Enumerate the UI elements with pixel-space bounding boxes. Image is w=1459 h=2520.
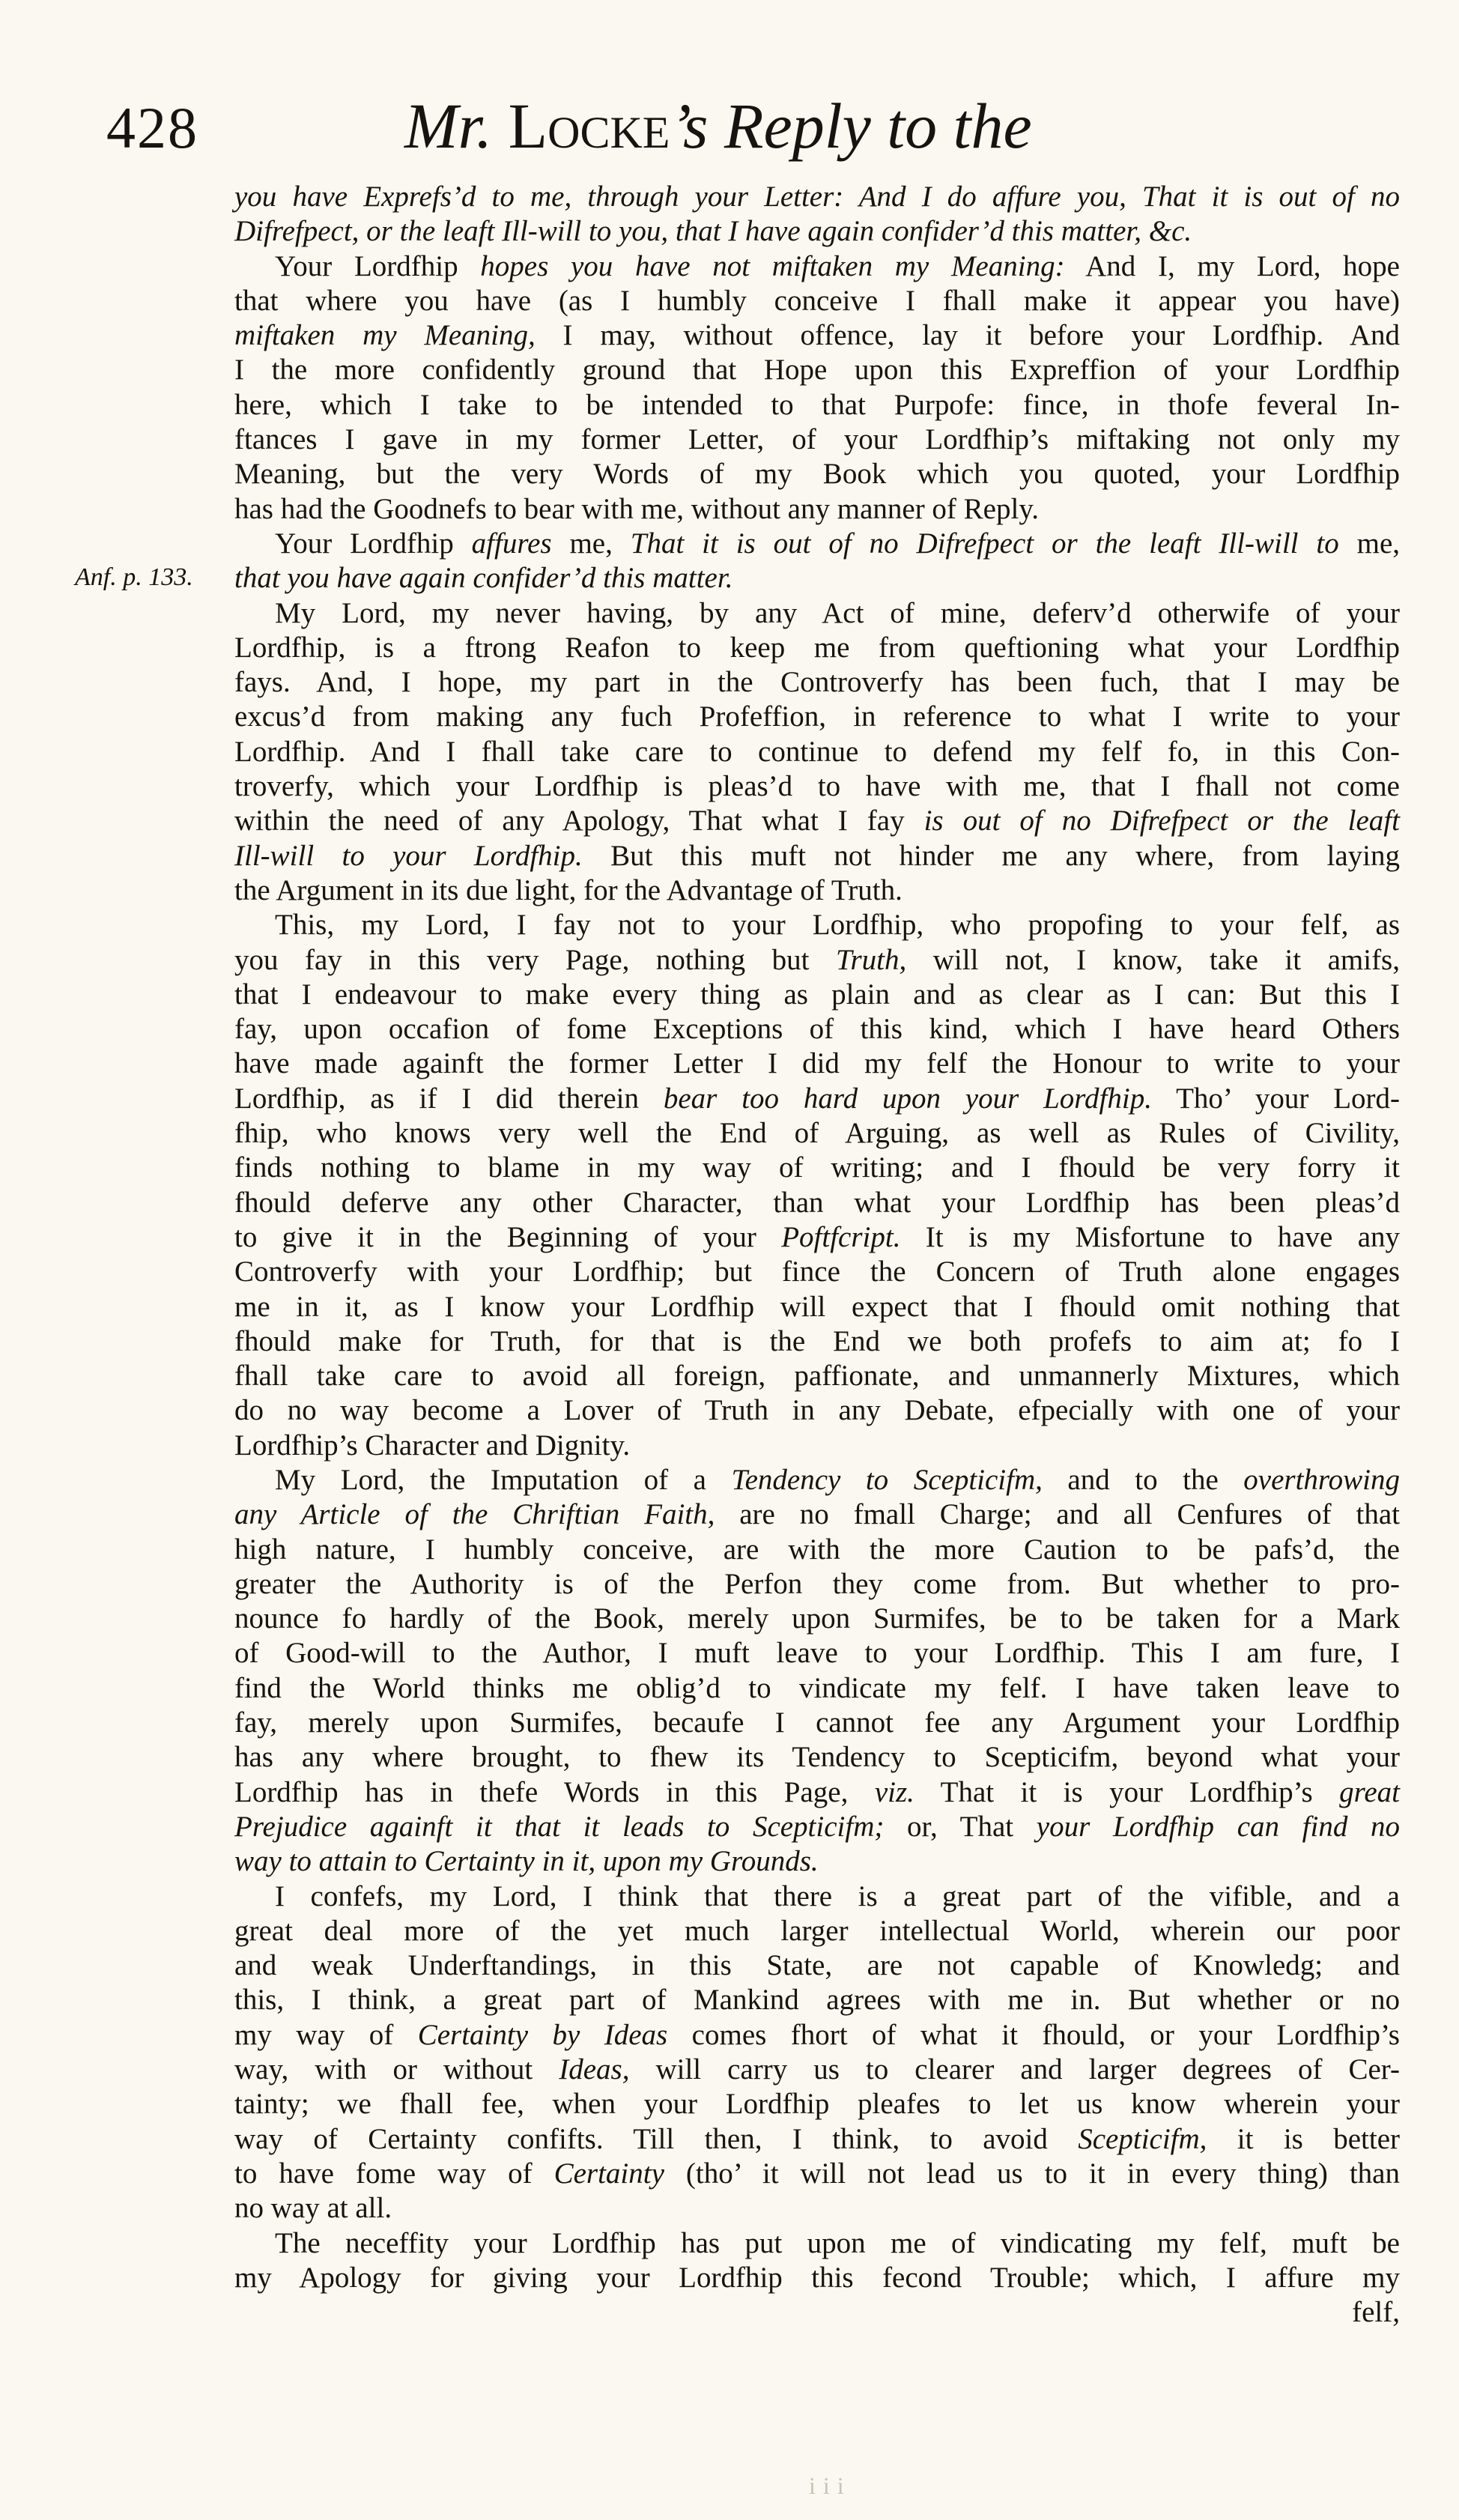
roman-text: Your Lordfhip [275, 527, 472, 560]
roman-text: My Lord, my never having, by any Act of mine, deferv’d otherwife of your [275, 596, 1400, 629]
italic-text: overthrowing [1243, 1463, 1400, 1496]
title-mr: Mr. [404, 90, 493, 162]
roman-text: fhould deferve any other Character, than what your Lordfhip has been pleas’d [234, 1186, 1400, 1219]
text-line [234, 561, 1400, 596]
roman-text: the Argument in its due light, for the Advantage of Truth. [234, 873, 903, 906]
roman-text: Your Lordfhip [275, 249, 481, 282]
text-line [234, 1359, 1400, 1393]
text-line [234, 284, 1400, 318]
text-line [234, 1671, 1400, 1706]
text-line [234, 2087, 1400, 2121]
text-line [234, 1880, 1400, 1914]
italic-text: way to attain to Certainty in it, upon my Grounds. [234, 1845, 819, 1878]
roman-text: I may, without offence, lay it before your Lordfhip. And [535, 319, 1400, 352]
roman-text: ftances I gave in my former Letter, of your Lordfhip’s miftaking not only my [234, 423, 1400, 456]
text-line [234, 2053, 1400, 2087]
running-title [404, 88, 1032, 163]
roman-text: high nature, I humbly conceive, are with the more Caution to be pafs’d, the [234, 1533, 1400, 1566]
roman-text: tainty; we fhall fee, when your Lordfhip pleafes to let us know wherein your [234, 2088, 1400, 2121]
roman-text: way, with or without [234, 2053, 559, 2086]
roman-text: nounce fo hardly of the Book, merely upon Surmifes, be to be taken for a Mark [234, 1602, 1400, 1635]
text-line [234, 1393, 1400, 1428]
roman-text: no way at all. [234, 2192, 392, 2225]
text-line [234, 1220, 1400, 1255]
text-line [234, 735, 1400, 769]
roman-text: Lordfhip has in thefe Words in this Page, [234, 1775, 875, 1808]
text-line [234, 1324, 1400, 1359]
roman-text: to give it in the Beginning of your [234, 1220, 782, 1253]
roman-text: and to the [1042, 1463, 1244, 1496]
text-line [234, 492, 1400, 527]
title-rest: Reply to the [724, 90, 1032, 162]
roman-text: fhall take care to avoid all foreign, paffionate, and unmannerly Mixtures, which [234, 1360, 1400, 1393]
margin-note: Anf. p. 133. [75, 563, 193, 591]
roman-text: my way of [234, 2018, 418, 2051]
italic-text: Tendency to Scepticifm, [731, 1463, 1043, 1496]
italic-text: miftaken my Meaning, [234, 319, 536, 352]
text-line [234, 2295, 1400, 2330]
text-line [234, 1810, 1400, 1844]
text-line [234, 804, 1400, 838]
text-line [234, 978, 1400, 1012]
roman-text: great deal more of the yet much larger intellectual World, wherein our poor [234, 1914, 1400, 1947]
roman-text: fays. And, I hope, my part in the Controverfy has been fuch, that I may be [234, 666, 1400, 699]
roman-text: within the need of any Apology, That what I fay [234, 805, 924, 838]
text-line [234, 839, 1400, 873]
text-line [234, 1844, 1400, 1879]
italic-text: Certainty by Ideas [417, 2018, 668, 2051]
roman-text: has had the Goodnefs to bear with me, without any manner of Reply. [234, 492, 1040, 525]
roman-text: Lordfhip’s Character and Dignity. [234, 1429, 631, 1462]
text-line [234, 249, 1400, 284]
roman-text: My Lord, the Imputation of a [275, 1463, 732, 1496]
roman-text: that where you have (as I humbly conceive I fhall make it appear you have) [234, 284, 1400, 317]
roman-text: excus’d from making any fuch Profeffion, in reference to what I write to your [234, 700, 1400, 733]
text-line [234, 2122, 1400, 2157]
roman-text: troverfy, which your Lordfhip is pleas’d to have with me, that I fhall not come [234, 770, 1400, 803]
italic-text: hopes you have not miftaken my Meaning: [480, 249, 1065, 282]
roman-text: That it is your Lordfhip’s [914, 1775, 1340, 1808]
roman-text: you fay in this very Page, nothing but [234, 943, 836, 976]
roman-text: fay, upon occafion of fome Exceptions of this kind, which I have heard Others [234, 1013, 1400, 1046]
roman-text: find the World thinks me oblig’d to vindicate my felf. I have taken leave to [234, 1671, 1400, 1704]
italic-text: bear too hard upon your Lordfhip. [663, 1082, 1152, 1115]
text-line [234, 1533, 1400, 1567]
text-line [234, 2157, 1400, 2191]
roman-text: felf, [1352, 2296, 1400, 2329]
text-line [234, 353, 1400, 387]
roman-text: comes fhort of what it fhould, or your Lordfhip’s [667, 2018, 1400, 2051]
page-header [0, 88, 1459, 171]
text-line [234, 769, 1400, 804]
roman-text: And I, my Lord, hope [1064, 249, 1400, 282]
text-line [234, 1082, 1400, 1116]
italic-text: Truth, [835, 943, 907, 976]
text-line [234, 2261, 1400, 2295]
text-line [234, 388, 1400, 422]
roman-text: (tho’ it will not lead us to it in every thing) than [664, 2157, 1400, 2190]
roman-text: Lordfhip, as if I did therein [234, 1082, 664, 1115]
roman-text: it is better [1207, 2122, 1400, 2155]
title-possessive: ’s [670, 90, 709, 162]
text-line [234, 1567, 1400, 1602]
roman-text: to have fome way of [234, 2157, 554, 2190]
roman-text: Controverfy with your Lordfhip; but fince the Concern of Truth alone engages [234, 1256, 1400, 1288]
roman-text: fhip, who knows very well the End of Arguing, as well as Rules of Civility, [234, 1117, 1400, 1150]
italic-text: Prejudice againft it that it leads to Scepticifm; [234, 1810, 885, 1843]
text-line [234, 943, 1400, 978]
italic-text: you have Exprefs’d to me, through your Letter: And I do affure you, That it is out of no [234, 181, 1400, 213]
page-number: 428 [106, 95, 198, 160]
text-line [234, 1116, 1400, 1151]
italic-text: Ill-will to your Lordfhip. [234, 839, 583, 872]
italic-text: Difrefpect, or the leaft Ill-will to you, that I have again confider’d this matter, &c. [234, 215, 1192, 248]
text-line [234, 422, 1400, 457]
roman-text: Tho’ your Lord- [1151, 1082, 1400, 1115]
roman-text: Lordfhip, is a ftrong Reafon to keep me from queftioning what your Lordfhip [234, 631, 1400, 664]
italic-text: that you have again confider’d this matter. [234, 562, 733, 595]
text-line [234, 318, 1400, 353]
text-line [234, 873, 1400, 908]
roman-text: will not, I know, take it amifs, [906, 943, 1400, 976]
italic-text: That it is out of no Difrefpect or the leaft Ill-will to [630, 527, 1339, 560]
roman-text: this, I think, a great part of Mankind agrees with me in. But whether or no [234, 1984, 1400, 2017]
italic-text: is out of no Difrefpect or the leaft [923, 805, 1400, 838]
roman-text: greater the Authority is of the Perfon they come from. But whether to pro- [234, 1567, 1400, 1600]
text-line [234, 2226, 1400, 2261]
text-line [234, 1463, 1400, 1497]
roman-text: fay, merely upon Surmifes, becaufe I cannot fee any Argument your Lordfhip [234, 1706, 1400, 1739]
text-line [234, 1186, 1400, 1220]
roman-text: has any where brought, to fhew its Tendency to Scepticifm, beyond what your [234, 1741, 1400, 1774]
roman-text: fhould make for Truth, for that is the End we both profefs to aim at; fo I [234, 1324, 1400, 1357]
text-line [234, 700, 1400, 734]
italic-text: Certainty [553, 2157, 664, 2190]
roman-text: This, my Lord, I fay not to your Lordfhip, who propofing to your felf, as [275, 909, 1400, 942]
text-line [234, 2018, 1400, 2053]
roman-text: will carry us to clearer and larger degrees of Cer- [629, 2053, 1400, 2086]
roman-text: Lordfhip. And I fhall take care to continue to defend my felf fo, in this Con- [234, 735, 1400, 768]
text-line [234, 1948, 1400, 1983]
roman-text: It is my Misfortune to have any [900, 1220, 1400, 1253]
text-line [234, 1497, 1400, 1532]
text-line [234, 1151, 1400, 1185]
italic-text: great [1339, 1775, 1400, 1808]
roman-text: or, That [884, 1810, 1037, 1843]
text-line [234, 1429, 1400, 1463]
roman-text: do no way become a Lover of Truth in any Debate, efpecially with one of your [234, 1394, 1400, 1427]
text-line [234, 665, 1400, 700]
text-line [234, 1047, 1400, 1081]
roman-text: me in it, as I know your Lordfhip will expect that I fhould omit nothing that [234, 1290, 1400, 1323]
text-line [234, 631, 1400, 665]
roman-text: I confefs, my Lord, I think that there is a great part of the vifible, and a [275, 1880, 1400, 1912]
text-line [234, 1914, 1400, 1948]
text-line [234, 1706, 1400, 1740]
text-line [234, 1636, 1400, 1671]
italic-text: any Article of the Chriftian Faith, [234, 1498, 715, 1531]
text-line [234, 1602, 1400, 1636]
roman-text: Meaning, but the very Words of my Book which you quoted, your Lordfhip [234, 458, 1400, 491]
roman-text: that I endeavour to make every thing as plain and as clear as I can: But this I [234, 978, 1400, 1011]
text-line [234, 1012, 1400, 1047]
roman-text: of Good-will to the Author, I muft leave to your Lordfhip. This I am fure, I [234, 1637, 1400, 1670]
italic-text: affures [471, 527, 552, 560]
roman-text: But this muft not hinder me any where, from laying [582, 839, 1401, 872]
text-line [234, 1983, 1400, 2017]
italic-text: Scepticifm, [1078, 2122, 1207, 2155]
text-line [234, 908, 1400, 942]
roman-text: are no fmall Charge; and all Cenfures of that [715, 1498, 1400, 1531]
roman-text: and weak Underftandings, in this State, are not capable of Knowledg; and [234, 1949, 1400, 1982]
roman-text: me, [551, 527, 631, 560]
text-line [234, 1775, 1400, 1810]
text-line [234, 1740, 1400, 1775]
text-line [234, 180, 1400, 214]
roman-text: The neceffity your Lordfhip has put upon me of vindicating my felf, muft be [275, 2226, 1400, 2259]
roman-text: I the more confidently ground that Hope upon this Expreffion of your Lordfhip [234, 354, 1400, 387]
body-text [234, 180, 1400, 2330]
italic-text: viz. [874, 1775, 914, 1808]
roman-text: here, which I take to be intended to that Purpofe: fince, in thofe feveral In- [234, 388, 1400, 421]
italic-text: Poftfcript. [781, 1220, 901, 1253]
italic-text: Ideas, [559, 2053, 630, 2086]
text-line [234, 2191, 1400, 2226]
text-line [234, 596, 1400, 631]
roman-text: finds nothing to blame in my way of writing; and I fhould be very forry it [234, 1151, 1400, 1184]
roman-text: have made againft the former Letter I did my felf the Honour to write to your [234, 1047, 1400, 1080]
text-line [234, 1255, 1400, 1289]
faint-mark: iii [809, 2472, 852, 2499]
text-line [234, 457, 1400, 491]
roman-text: me, [1338, 527, 1401, 560]
text-line [234, 1290, 1400, 1324]
text-line [234, 214, 1400, 249]
italic-text: your Lordfhip can find no [1036, 1810, 1400, 1843]
title-name: Locke [508, 90, 670, 162]
roman-text: my Apology for giving your Lordfhip this fecond Trouble; which, I affure my [234, 2261, 1400, 2294]
roman-text: way of Certainty confifts. Till then, I think, to avoid [234, 2122, 1079, 2155]
text-line [234, 527, 1400, 561]
